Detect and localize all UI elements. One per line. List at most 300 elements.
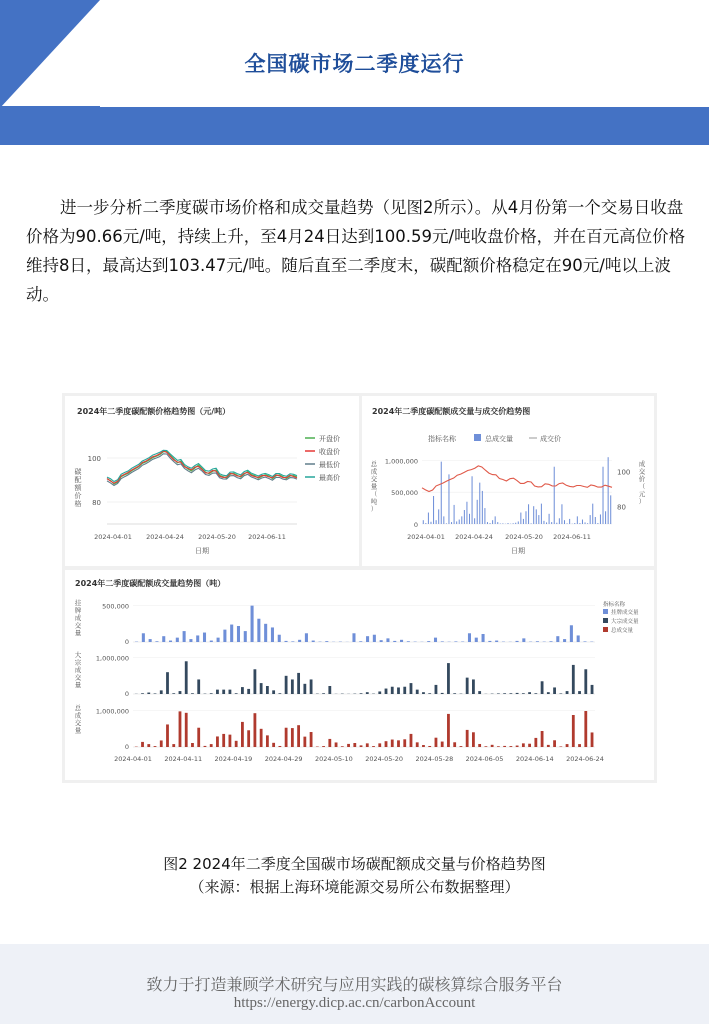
volume-bar-总成交量 bbox=[460, 746, 463, 747]
volume-bar bbox=[423, 520, 424, 524]
volume-bar-总成交量 bbox=[497, 746, 500, 747]
legend-label: 最低价 bbox=[319, 461, 340, 469]
volume-bar-大宗成交量 bbox=[147, 693, 150, 694]
volume-bar-总成交量 bbox=[453, 742, 456, 747]
legend-swatch bbox=[603, 627, 608, 632]
volume-bar-挂牌成交量 bbox=[475, 638, 478, 642]
volume-bar-总成交量 bbox=[559, 746, 562, 747]
y-tick-label: 1,000,000 bbox=[95, 707, 129, 716]
volume-bar-总成交量 bbox=[197, 728, 200, 747]
volume-breakdown-panel bbox=[65, 570, 654, 780]
y-tick-label: 100 bbox=[87, 455, 101, 463]
volume-bar-挂牌成交量 bbox=[488, 641, 491, 642]
volume-bar-大宗成交量 bbox=[584, 669, 587, 694]
volume-bar-挂牌成交量 bbox=[427, 641, 430, 642]
volume-bar-挂牌成交量 bbox=[285, 641, 288, 642]
volume-bar-大宗成交量 bbox=[422, 692, 425, 694]
volume-bar bbox=[564, 520, 565, 524]
volume-bar bbox=[436, 520, 437, 524]
volume-bar bbox=[443, 516, 444, 524]
volume-bar-大宗成交量 bbox=[591, 685, 594, 694]
volume-bar bbox=[592, 504, 593, 524]
volume-bar bbox=[582, 520, 583, 524]
legend-label: 大宗成交量 bbox=[611, 619, 639, 625]
volume-bar-大宗成交量 bbox=[428, 693, 431, 694]
volume-bar-挂牌成交量 bbox=[217, 638, 220, 642]
figure-caption: 图2 2024年二季度全国碳市场碳配额成交量与价格趋势图 bbox=[163, 855, 546, 873]
header-bar bbox=[0, 107, 709, 145]
volume-bar-总成交量 bbox=[547, 745, 550, 747]
volume-bar-总成交量 bbox=[566, 744, 569, 747]
volume-bar-大宗成交量 bbox=[328, 686, 331, 694]
volume-bar-总成交量 bbox=[372, 746, 375, 747]
volume-bar-总成交量 bbox=[378, 743, 381, 747]
volume-bar-大宗成交量 bbox=[416, 690, 419, 694]
volume-bar-大宗成交量 bbox=[553, 687, 556, 694]
volume-bar bbox=[610, 495, 611, 524]
volume-bar-总成交量 bbox=[541, 731, 544, 747]
volume-bar-总成交量 bbox=[428, 746, 431, 747]
volume-bar bbox=[569, 519, 570, 524]
volume-bar-总成交量 bbox=[503, 746, 506, 747]
volume-bar-总成交量 bbox=[516, 746, 519, 747]
volume-bar bbox=[495, 516, 496, 524]
volume-bar bbox=[554, 467, 555, 524]
volume-bar-挂牌成交量 bbox=[359, 641, 362, 642]
volume-bar-挂牌成交量 bbox=[563, 639, 566, 642]
volume-bar-总成交量 bbox=[410, 734, 413, 747]
volume-bar-挂牌成交量 bbox=[393, 641, 396, 642]
volume-bar-总成交量 bbox=[310, 732, 313, 747]
volume-bar-总成交量 bbox=[278, 746, 281, 747]
legend-label: 最高价 bbox=[319, 474, 340, 482]
volume-bar bbox=[528, 504, 529, 524]
volume-bar-大宗成交量 bbox=[229, 690, 232, 694]
y-axis-label: 总成交量 bbox=[74, 704, 82, 735]
legend-label: 成交价 bbox=[540, 435, 561, 443]
volume-bar bbox=[472, 476, 473, 524]
volume-bar-总成交量 bbox=[435, 738, 438, 747]
volume-bar bbox=[425, 523, 426, 524]
volume-bar-大宗成交量 bbox=[572, 665, 575, 694]
volume-bar-大宗成交量 bbox=[578, 691, 581, 694]
volume-bar bbox=[474, 518, 475, 524]
volume-bar-挂牌成交量 bbox=[312, 641, 315, 642]
volume-bar-大宗成交量 bbox=[253, 669, 256, 694]
volume-bar-挂牌成交量 bbox=[373, 635, 376, 642]
y-right-tick-label: 100 bbox=[617, 468, 631, 477]
volume-bar-总成交量 bbox=[491, 745, 494, 747]
volume-bar bbox=[538, 515, 539, 524]
volume-breakdown-chart bbox=[65, 570, 654, 780]
volume-bar-大宗成交量 bbox=[297, 673, 300, 694]
volume-bar bbox=[518, 521, 519, 524]
volume-bar-挂牌成交量 bbox=[380, 640, 383, 642]
volume-bar-挂牌成交量 bbox=[570, 625, 573, 642]
volume-bar-大宗成交量 bbox=[154, 693, 157, 694]
volume-bar-大宗成交量 bbox=[141, 693, 144, 694]
volume-bar-大宗成交量 bbox=[266, 686, 269, 694]
volume-bar-总成交量 bbox=[584, 711, 587, 747]
volume-bar-大宗成交量 bbox=[285, 676, 288, 694]
volume-bar-大宗成交量 bbox=[291, 679, 294, 694]
volume-bar bbox=[556, 523, 557, 524]
volume-bar-总成交量 bbox=[509, 746, 512, 747]
volume-bar-大宗成交量 bbox=[566, 691, 569, 694]
volume-bar-挂牌成交量 bbox=[305, 633, 308, 642]
volume-bar-总成交量 bbox=[291, 728, 294, 747]
volume-price-chart bbox=[362, 396, 654, 566]
y-left-tick-label: 500,000 bbox=[391, 489, 418, 498]
volume-bar-总成交量 bbox=[528, 744, 531, 747]
volume-bar-总成交量 bbox=[266, 735, 269, 747]
x-tick-label: 2024-04-24 bbox=[455, 533, 493, 541]
volume-bar-总成交量 bbox=[534, 738, 537, 747]
volume-bar-总成交量 bbox=[141, 742, 144, 747]
volume-bar-总成交量 bbox=[247, 730, 250, 747]
volume-bar-挂牌成交量 bbox=[386, 638, 389, 642]
volume-bar bbox=[492, 520, 493, 524]
volume-bar-总成交量 bbox=[222, 734, 225, 747]
volume-bar-挂牌成交量 bbox=[556, 636, 559, 642]
volume-bar bbox=[469, 514, 470, 524]
volume-bar bbox=[466, 502, 467, 524]
volume-bar-挂牌成交量 bbox=[366, 636, 369, 642]
volume-bar-大宗成交量 bbox=[534, 693, 537, 694]
volume-bar-大宗成交量 bbox=[278, 693, 281, 694]
volume-bar-挂牌成交量 bbox=[196, 635, 199, 642]
volume-bar bbox=[428, 513, 429, 524]
x-tick-label: 2024-04-24 bbox=[146, 533, 184, 541]
volume-bar-大宗成交量 bbox=[310, 679, 313, 694]
volume-bar bbox=[446, 523, 447, 524]
legend-label: 开盘价 bbox=[319, 435, 340, 443]
x-tick-label: 2024-06-24 bbox=[566, 755, 604, 763]
volume-bar-大宗成交量 bbox=[366, 692, 369, 694]
volume-bar-大宗成交量 bbox=[522, 693, 525, 694]
volume-bar-大宗成交量 bbox=[410, 683, 413, 694]
volume-bar-挂牌成交量 bbox=[298, 640, 301, 642]
volume-bar-总成交量 bbox=[578, 744, 581, 747]
volume-bar-总成交量 bbox=[241, 722, 244, 747]
volume-bar-大宗成交量 bbox=[466, 678, 469, 694]
volume-bar bbox=[441, 462, 442, 524]
volume-bar-挂牌成交量 bbox=[454, 641, 457, 642]
volume-bar-挂牌成交量 bbox=[516, 641, 519, 642]
volume-bar-大宗成交量 bbox=[235, 693, 238, 694]
chart-title: 2024年二季度碳配额价格趋势图（元/吨） bbox=[77, 407, 231, 416]
volume-bar bbox=[500, 523, 501, 524]
y-left-tick-label: 1,000,000 bbox=[384, 457, 418, 466]
volume-bar bbox=[597, 523, 598, 524]
volume-bar bbox=[520, 513, 521, 524]
volume-bar-大宗成交量 bbox=[385, 689, 388, 694]
volume-bar-挂牌成交量 bbox=[468, 633, 471, 642]
volume-bar-总成交量 bbox=[166, 724, 169, 747]
x-tick-label: 2024-05-20 bbox=[505, 533, 543, 541]
volume-bar-总成交量 bbox=[553, 740, 556, 747]
price-chart-panel bbox=[65, 396, 359, 566]
volume-bar-大宗成交量 bbox=[541, 681, 544, 694]
volume-bar-总成交量 bbox=[572, 715, 575, 747]
volume-bar-挂牌成交量 bbox=[291, 641, 294, 642]
volume-bar-挂牌成交量 bbox=[155, 641, 158, 642]
volume-bar-大宗成交量 bbox=[322, 693, 325, 694]
volume-bar-大宗成交量 bbox=[391, 687, 394, 694]
volume-bar-大宗成交量 bbox=[160, 690, 163, 694]
chart-title: 2024年二季度碳配额成交量与成交价趋势图 bbox=[372, 407, 531, 416]
volume-bar-大宗成交量 bbox=[222, 690, 225, 694]
volume-bar-大宗成交量 bbox=[303, 684, 306, 694]
figure bbox=[62, 393, 657, 783]
volume-bar-挂牌成交量 bbox=[264, 624, 267, 642]
x-tick-label: 2024-05-20 bbox=[198, 533, 236, 541]
volume-bar bbox=[461, 516, 462, 524]
y-axis-label: 挂牌成交量 bbox=[74, 599, 82, 637]
volume-bar bbox=[438, 509, 439, 524]
volume-bar-大宗成交量 bbox=[559, 693, 562, 694]
volume-bar bbox=[536, 509, 537, 524]
volume-bar-总成交量 bbox=[235, 741, 238, 747]
footer-url[interactable]: https://energy.dicp.ac.cn/carbonAccount bbox=[233, 995, 476, 1011]
volume-bar bbox=[508, 523, 509, 524]
volume-bar-大宗成交量 bbox=[478, 691, 481, 694]
volume-bar-挂牌成交量 bbox=[325, 641, 328, 642]
price-trend-chart bbox=[65, 396, 359, 566]
legend-label: 挂牌成交量 bbox=[611, 610, 639, 616]
volume-bar-大宗成交量 bbox=[197, 679, 200, 694]
volume-bar-挂牌成交量 bbox=[203, 633, 206, 642]
volume-bar-总成交量 bbox=[185, 713, 188, 747]
volume-bar-总成交量 bbox=[191, 743, 194, 747]
volume-bar-总成交量 bbox=[403, 739, 406, 747]
x-tick-label: 2024-04-11 bbox=[164, 755, 203, 763]
volume-bar-挂牌成交量 bbox=[577, 635, 580, 642]
y-left-tick-label: 0 bbox=[413, 521, 418, 529]
body-paragraph: 进一步分析二季度碳市场价格和成交量趋势（见图2所示）。从4月份第一个交易日收盘价格为90.66元/吨，持续上升，至4月24日达到100.59元/吨收盘价格，并在百元高位价格维持8日，最高达到103.47元/吨。随后直至二季度末，碳配额价格稳定在90元/吨以上波动。 bbox=[26, 198, 686, 304]
price-line bbox=[422, 466, 612, 492]
x-tick-label: 2024-06-11 bbox=[553, 533, 591, 541]
volume-bar-挂牌成交量 bbox=[583, 641, 586, 642]
volume-bar-总成交量 bbox=[347, 744, 350, 747]
volume-bar bbox=[515, 523, 516, 524]
volume-bar-总成交量 bbox=[297, 725, 300, 747]
volume-bar-大宗成交量 bbox=[272, 690, 275, 694]
volume-bar-大宗成交量 bbox=[441, 693, 444, 694]
volume-bar-大宗成交量 bbox=[360, 693, 363, 694]
volume-bar-挂牌成交量 bbox=[162, 636, 165, 642]
x-axis-label: 日期 bbox=[195, 547, 209, 555]
legend-label: 收盘价 bbox=[319, 448, 340, 456]
y-axis-label: 碳配额价格 bbox=[74, 468, 82, 508]
y-tick-label: 1,000,000 bbox=[95, 654, 129, 663]
volume-bar-总成交量 bbox=[472, 732, 475, 747]
volume-bar-挂牌成交量 bbox=[271, 627, 274, 642]
volume-bar-挂牌成交量 bbox=[400, 640, 403, 642]
volume-bar bbox=[531, 523, 532, 524]
volume-bar-大宗成交量 bbox=[509, 693, 512, 694]
volume-bar bbox=[454, 505, 455, 524]
volume-bar-挂牌成交量 bbox=[183, 631, 186, 642]
volume-bar-总成交量 bbox=[447, 714, 450, 747]
volume-bar bbox=[464, 510, 465, 524]
volume-bar bbox=[608, 457, 609, 524]
volume-bar bbox=[448, 474, 449, 524]
volume-bar-大宗成交量 bbox=[378, 691, 381, 694]
volume-bar bbox=[595, 517, 596, 524]
volume-bar-挂牌成交量 bbox=[251, 606, 254, 642]
volume-bar-总成交量 bbox=[366, 743, 369, 747]
legend-swatch bbox=[603, 618, 608, 623]
volume-bar bbox=[497, 522, 498, 524]
volume-bar bbox=[525, 511, 526, 524]
volume-bar-总成交量 bbox=[272, 743, 275, 747]
volume-bar bbox=[567, 523, 568, 524]
volume-bar-大宗成交量 bbox=[247, 689, 250, 694]
volume-bar bbox=[561, 504, 562, 524]
volume-bar-总成交量 bbox=[441, 742, 444, 747]
volume-bar-总成交量 bbox=[478, 744, 481, 747]
volume-bar-总成交量 bbox=[416, 742, 419, 747]
volume-bar-总成交量 bbox=[484, 746, 487, 747]
y-tick-label: 500,000 bbox=[102, 602, 129, 611]
volume-bar-总成交量 bbox=[341, 746, 344, 747]
volume-bar-总成交量 bbox=[466, 730, 469, 747]
volume-bar-大宗成交量 bbox=[435, 685, 438, 694]
legend-title: 指标名称 bbox=[428, 435, 456, 443]
volume-bar-总成交量 bbox=[204, 746, 207, 747]
volume-bar bbox=[456, 521, 457, 524]
volume-bar-大宗成交量 bbox=[503, 693, 506, 694]
volume-bar-总成交量 bbox=[216, 736, 219, 747]
volume-bar bbox=[549, 514, 550, 524]
page-title: 全国碳市场二季度运行 bbox=[244, 52, 465, 76]
volume-bar-总成交量 bbox=[229, 735, 232, 747]
volume-bar-挂牌成交量 bbox=[149, 639, 152, 642]
volume-bar-大宗成交量 bbox=[472, 679, 475, 694]
volume-bar bbox=[546, 522, 547, 524]
y-axis-label: 大宗成交量 bbox=[74, 651, 82, 689]
volume-bar-挂牌成交量 bbox=[434, 638, 437, 642]
volume-bar-大宗成交量 bbox=[447, 663, 450, 694]
volume-bar bbox=[451, 522, 452, 524]
volume-bar-总成交量 bbox=[397, 740, 400, 747]
volume-bar-大宗成交量 bbox=[185, 661, 188, 694]
volume-bar-大宗成交量 bbox=[403, 687, 406, 694]
volume-bar-大宗成交量 bbox=[260, 683, 263, 694]
x-tick-label: 2024-05-28 bbox=[415, 755, 454, 763]
volume-bar bbox=[430, 522, 431, 524]
volume-bar-总成交量 bbox=[147, 744, 150, 747]
volume-bar bbox=[585, 522, 586, 524]
volume-bar-总成交量 bbox=[522, 743, 525, 747]
volume-bar bbox=[523, 519, 524, 524]
volume-bar-大宗成交量 bbox=[179, 691, 182, 694]
volume-bar bbox=[479, 483, 480, 524]
volume-bar bbox=[541, 504, 542, 524]
legend-title: 指标名称 bbox=[603, 602, 626, 608]
volume-bar-总成交量 bbox=[322, 746, 325, 747]
volume-bar-大宗成交量 bbox=[241, 687, 244, 694]
volume-bar-挂牌成交量 bbox=[495, 641, 498, 642]
volume-bar-挂牌成交量 bbox=[223, 630, 226, 642]
volume-bar bbox=[543, 521, 544, 524]
volume-bar-挂牌成交量 bbox=[210, 641, 213, 642]
volume-bar-总成交量 bbox=[154, 746, 157, 747]
volume-bar-挂牌成交量 bbox=[176, 638, 179, 642]
y-tick-label: 0 bbox=[124, 638, 129, 646]
volume-bar-总成交量 bbox=[253, 713, 256, 747]
volume-bar-总成交量 bbox=[172, 744, 175, 747]
figure-source: （来源：根据上海环境能源交易所公布数据整理） bbox=[189, 878, 520, 896]
legend-swatch bbox=[603, 609, 608, 614]
volume-bar bbox=[490, 523, 491, 524]
volume-bar-挂牌成交量 bbox=[278, 635, 281, 642]
footer-slogan: 致力于打造兼顾学术研究与应用实践的碳核算综合服务平台 bbox=[146, 975, 563, 994]
volume-price-chart-panel bbox=[362, 396, 654, 566]
volume-bar-挂牌成交量 bbox=[189, 639, 192, 642]
legend-label: 总成交量 bbox=[485, 435, 513, 443]
volume-bar-总成交量 bbox=[285, 728, 288, 747]
volume-bar bbox=[605, 511, 606, 524]
volume-bar bbox=[459, 520, 460, 524]
y-tick-label: 0 bbox=[124, 743, 129, 751]
x-tick-label: 2024-04-29 bbox=[264, 755, 303, 763]
volume-bar bbox=[600, 514, 601, 524]
volume-bar-总成交量 bbox=[353, 743, 356, 747]
volume-bar-总成交量 bbox=[328, 739, 331, 747]
volume-bar-总成交量 bbox=[160, 740, 163, 747]
volume-bar-总成交量 bbox=[391, 740, 394, 747]
volume-bar-挂牌成交量 bbox=[352, 633, 355, 642]
volume-bar bbox=[551, 522, 552, 524]
volume-bar-总成交量 bbox=[303, 737, 306, 747]
x-tick-label: 2024-04-01 bbox=[407, 533, 445, 541]
volume-bar bbox=[513, 523, 514, 524]
volume-bar bbox=[579, 523, 580, 524]
volume-bar-大宗成交量 bbox=[397, 687, 400, 694]
x-tick-label: 2024-04-01 bbox=[94, 533, 132, 541]
volume-bar-总成交量 bbox=[385, 741, 388, 747]
volume-bar bbox=[577, 516, 578, 524]
volume-bar-大宗成交量 bbox=[528, 692, 531, 694]
volume-bar bbox=[533, 506, 534, 524]
x-tick-label: 2024-06-14 bbox=[515, 755, 554, 763]
volume-bar bbox=[502, 523, 503, 524]
volume-bar-挂牌成交量 bbox=[142, 633, 145, 642]
volume-bar-大宗成交量 bbox=[172, 693, 175, 694]
volume-bar-大宗成交量 bbox=[216, 690, 219, 694]
volume-bar-总成交量 bbox=[210, 744, 213, 747]
volume-bar-挂牌成交量 bbox=[169, 641, 172, 642]
x-tick-label: 2024-05-20 bbox=[365, 755, 404, 763]
legend-label: 总成交量 bbox=[611, 628, 634, 634]
volume-bar-挂牌成交量 bbox=[244, 631, 247, 642]
volume-bar-大宗成交量 bbox=[516, 693, 519, 694]
x-tick-label: 2024-05-10 bbox=[314, 755, 353, 763]
volume-bar-大宗成交量 bbox=[166, 672, 169, 694]
volume-bar-总成交量 bbox=[591, 732, 594, 747]
volume-bar-大宗成交量 bbox=[210, 693, 213, 694]
volume-bar-挂牌成交量 bbox=[549, 641, 552, 642]
volume-bar-总成交量 bbox=[260, 729, 263, 747]
volume-bar-挂牌成交量 bbox=[257, 619, 260, 642]
y-left-axis-label: 总成交量（吨） bbox=[370, 460, 378, 513]
volume-bar bbox=[559, 518, 560, 524]
y-tick-label: 0 bbox=[124, 690, 129, 698]
volume-bar-挂牌成交量 bbox=[482, 634, 485, 642]
volume-bar bbox=[433, 496, 434, 524]
